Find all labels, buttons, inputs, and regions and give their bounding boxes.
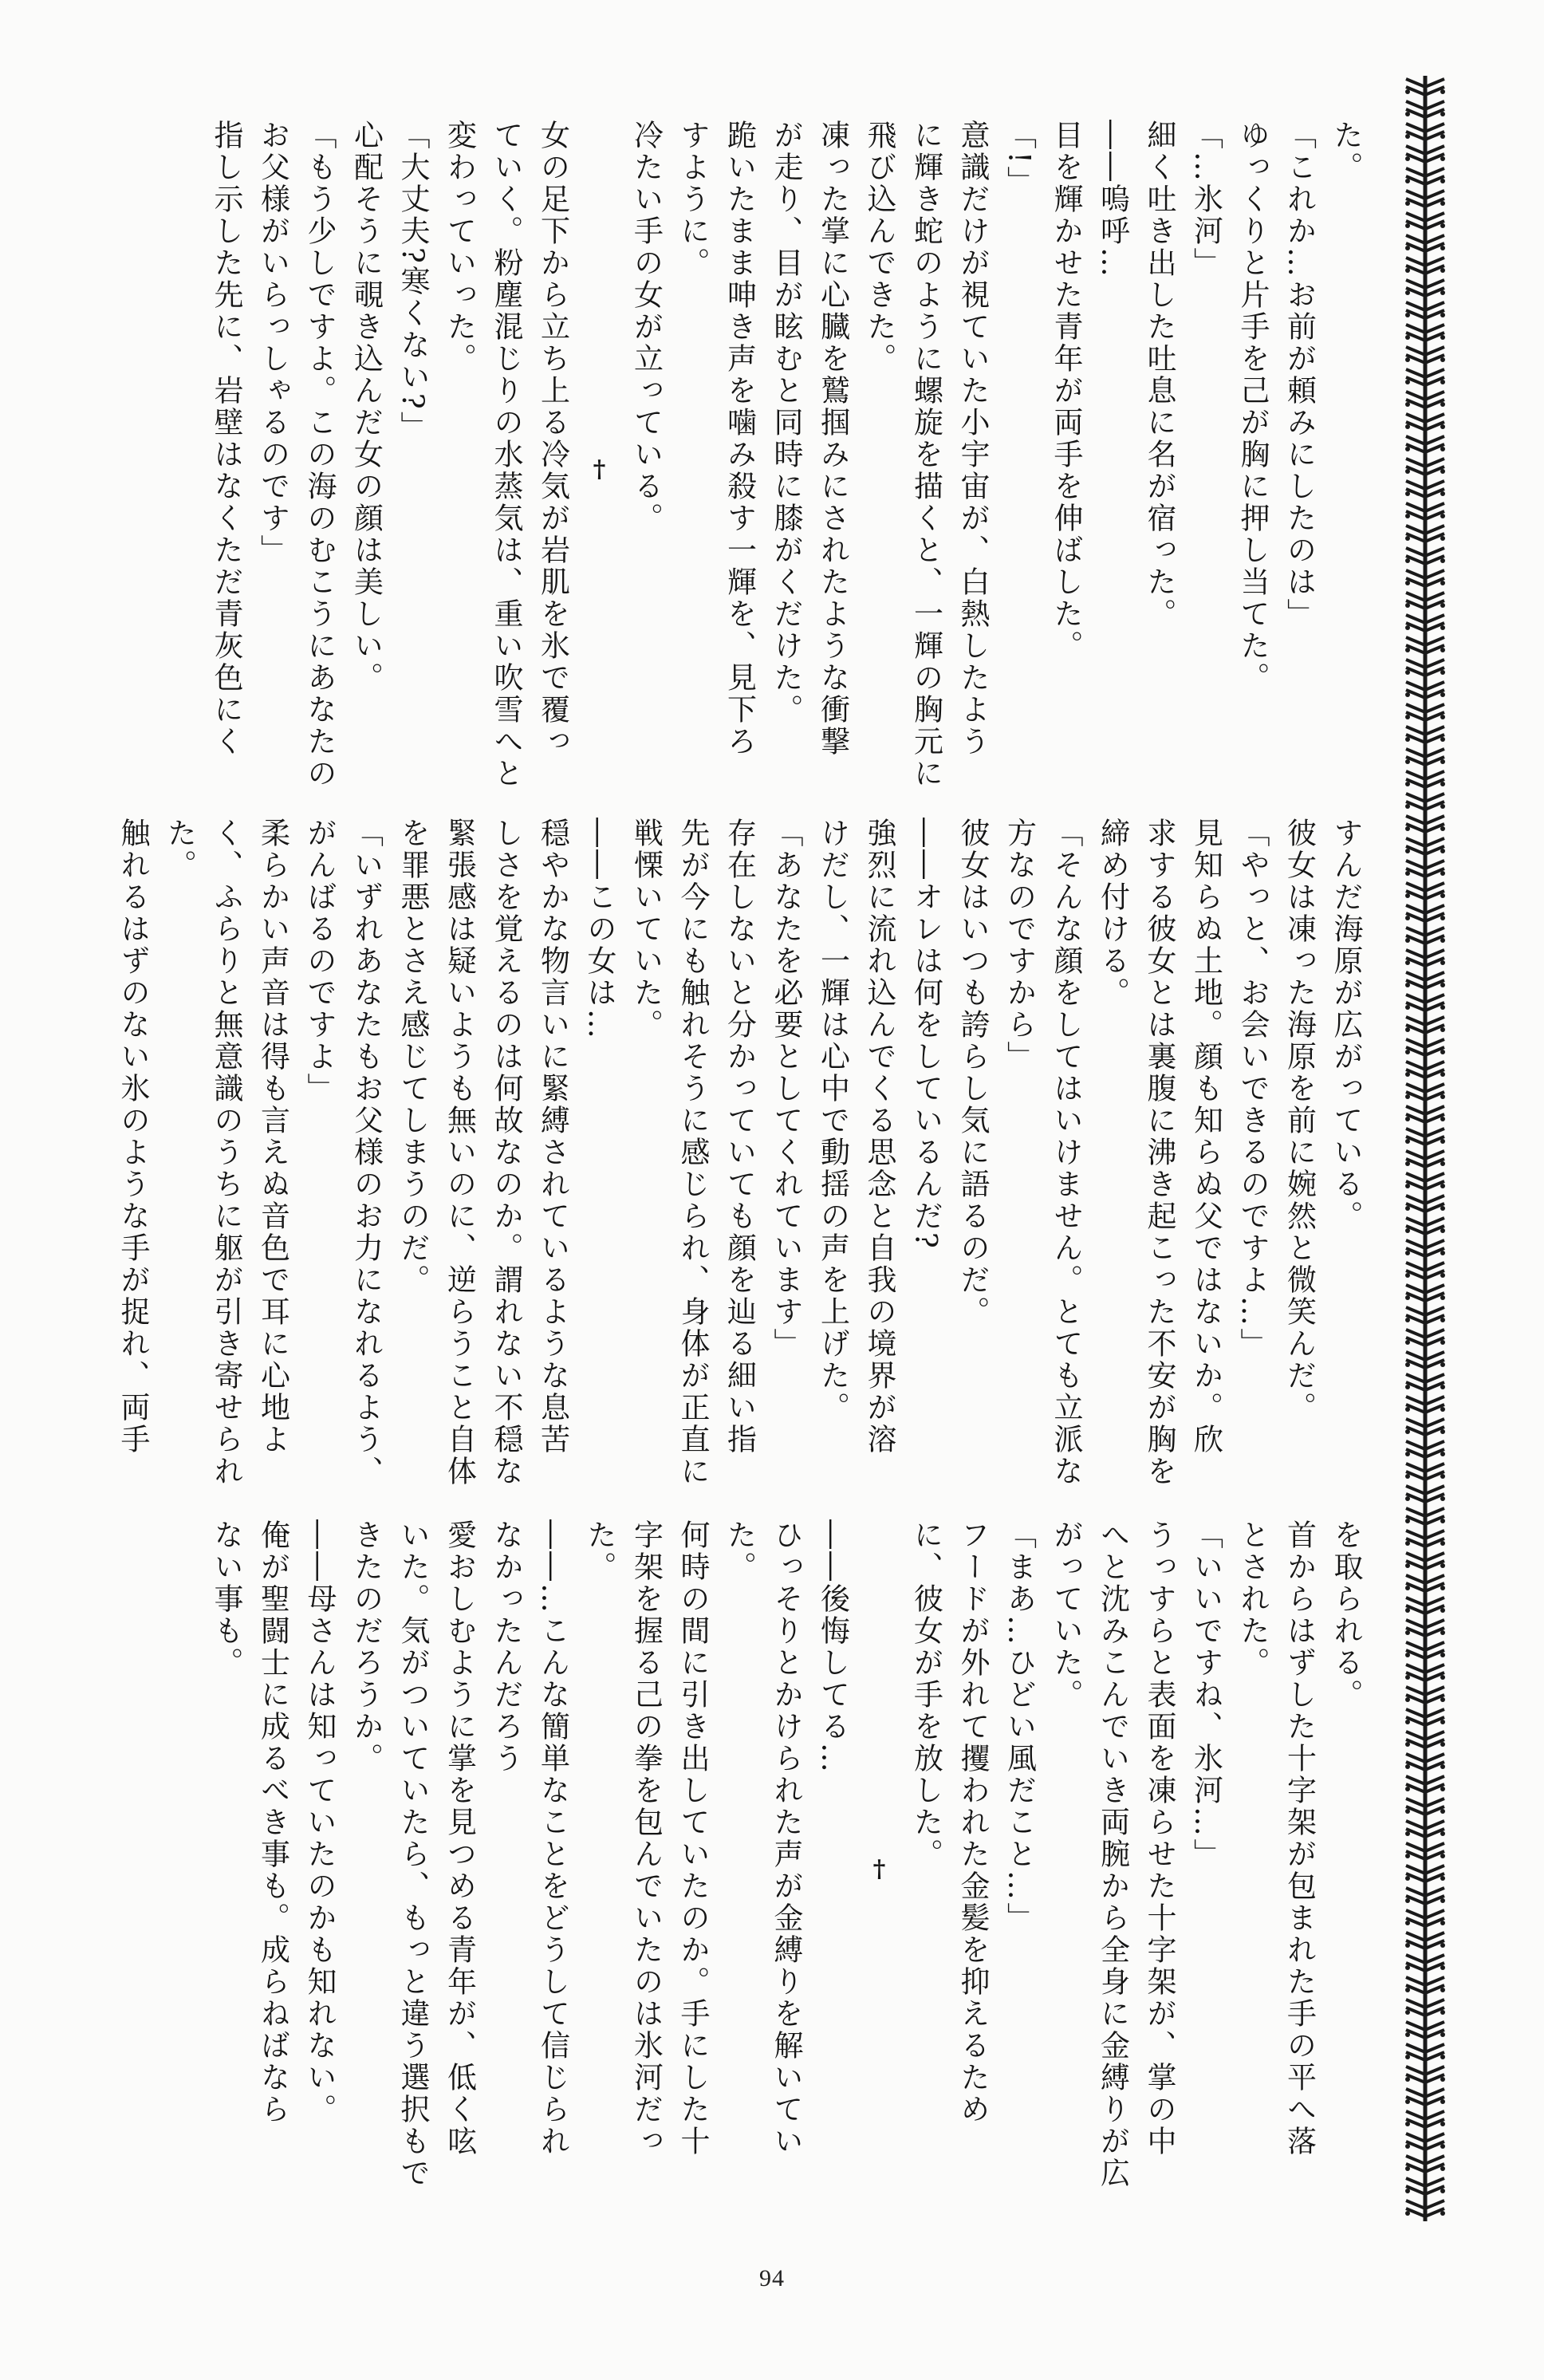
text-line: 意識だけが視ていた小宇宙が、白熱したよう [955,120,990,758]
text-line: すように。 [676,120,710,279]
text-line: がんばるのですよ」 [302,818,337,1105]
text-line: が走り、目が眩むと同時に膝がくだけた。 [769,120,803,726]
text-line: 凍った掌に心臓を鷲掴みにされたような衝撃 [815,120,850,758]
text-line: 「まあ…ひどい風だこと…」 [1002,1519,1037,1934]
text-line: ――この女は… [582,818,616,1041]
text-line: 字架を握る己の拳を包んでいたのは氷河だっ [628,1519,664,2157]
text-line: た。 [1329,120,1363,183]
text-line: た。 [162,818,197,881]
text-line: 締め付ける。 [1095,818,1130,1009]
text-line: 何時の間に引き出していたのか。手にした十 [676,1519,710,2157]
text-line: 強烈に流れ込んでくる思念と自我の境界が溶 [862,818,896,1456]
text-line: ゆっくりと片手を己が胸に押し当てた。 [1235,120,1270,694]
text-line: ――後悔してる… [815,1519,850,1775]
section-break-cross: † [585,455,613,486]
text-line: 触れるはずのない氷のような手が捉れ、両手 [116,818,150,1456]
text-tier-bottom [38,1519,1369,2221]
text-line: 女の足下から立ち上る冷気が岩肌を氷で覆っ [535,120,570,758]
text-line: ――…こんな簡単なことをどうして信じられ [535,1519,570,2157]
text-line: く、ふらりと無意識のうちに躯が引き寄せられ [209,818,243,1488]
text-line: うっすらと表面を凍らせた十字架が、掌の中 [1142,1519,1176,2157]
text-line: た。 [722,1519,757,1583]
text-line: 緊張感は疑いようも無いのに、逆らうこと自体 [442,818,477,1488]
text-line: とされた。 [1235,1519,1270,1679]
text-line: 俺が聖闘士に成るべき事も。成らねばなら [255,1519,290,2126]
text-line: 飛び込んできた。 [862,120,896,375]
text-line: 跪いたまま呻き声を噛み殺す一輝を、見下ろ [722,120,757,758]
section-break-cross: † [865,1855,893,1885]
text-line: ――嗚呼… [1095,120,1130,279]
text-line: を取られる。 [1329,1519,1363,1711]
text-tier-top [38,120,1369,822]
text-line: 「いいですね、氷河…」 [1188,1519,1223,1870]
text-line: フードが外れて攫われた金髪を抑えるため [955,1519,990,2126]
text-line: がっていた。 [1049,1519,1083,1711]
text-line: 愛おしむように掌を見つめる青年が、低く呟 [442,1519,477,2157]
text-line: 指し示した先に、岩壁はなくただ青灰色にく [209,120,243,758]
page-number: 94 [759,2265,785,2291]
text-line: 細く吐き出した吐息に名が宿った。 [1142,120,1176,630]
text-line: 柔らかい声音は得も言えぬ音色で耳に心地よ [255,818,290,1456]
text-line: ていく。粉塵混じりの水蒸気は、重い吹雪へと [489,120,523,790]
text-line: 穏やかな物言いに緊縛されているような息苦 [535,818,570,1456]
text-line: 「やっと、お会いできるのですよ…」 [1235,818,1270,1360]
text-line: 「…氷河」 [1188,120,1223,279]
text-line: ――オレは何をしているんだ? [908,818,943,1251]
text-line: お父様がいらっしゃるのです」 [255,120,290,566]
text-line: 「いずれあなたもお父様のお力になれるよう、 [349,818,384,1488]
text-line: ない事も。 [209,1519,243,1679]
text-line: しさを覚えるのは何故なのか。謂れない不穏な [489,818,523,1488]
text-line: 冷たい手の女が立っている。 [628,120,664,534]
text-line: ひっそりとかけられた声が金縛りを解いてい [769,1519,803,2157]
text-line: た。 [582,1519,616,1583]
text-line: いた。気がついていたら、もっと違う選択もで [396,1519,430,2189]
text-line: 見知らぬ土地。顔も知らぬ父ではないか。欣 [1188,818,1223,1456]
text-line: 方なのですから」 [1002,818,1037,1073]
text-line: 先が今にも触れそうに感じられ、身体が正直に [676,818,710,1488]
decorative-border [1400,76,1451,2221]
text-line: 目を輝かせた青年が両手を伸ばした。 [1049,120,1083,662]
text-line: に輝き蛇のように螺旋を描くと、一輝の胸元に [908,120,943,790]
text-line: 首からはずした十字架が包まれた手の平へ落 [1282,1519,1317,2157]
text-line: 「もう少しですよ。この海のむこうにあなたの [302,120,337,790]
text-line: 「大丈夫?寒くない?」 [396,120,430,443]
text-line: 彼女は凍った海原を前に婉然と微笑んだ。 [1282,818,1317,1424]
text-line: 求する彼女とは裏腹に沸き起こった不安が胸を [1142,818,1176,1488]
text-line: へと沈みこんでいき両腕から全身に金縛りが広 [1095,1519,1130,2189]
text-line: 「そんな顔をしてはいけません。とても立派な [1049,818,1083,1488]
text-line: 存在しないと分かっていても顔を辿る細い指 [722,818,757,1456]
text-line: 「あなたを必要としてくれています」 [769,818,803,1360]
text-line: 彼女はいつも誇らし気に語るのだ。 [955,818,990,1328]
text-line: に、彼女が手を放した。 [908,1519,943,1870]
text-tier-middle [38,818,1369,1519]
text-line: すんだ海原が広がっている。 [1329,818,1363,1232]
text-line: 心配そうに覗き込んだ女の顔は美しい。 [349,120,384,694]
text-line: きたのだろうか。 [349,1519,384,1775]
text-line: なかったんだろう [489,1519,523,1775]
text-line: を罪悪とさえ感じてしまうのだ。 [396,818,430,1296]
text-line: けだし、一輝は心中で動揺の声を上げた。 [815,818,850,1424]
text-line: 変わっていった。 [442,120,477,375]
text-line: 戦慄いていた。 [628,818,664,1041]
text-line: 「これか…お前が頼みにしたのは」 [1282,120,1317,630]
text-line: 「!」 [1002,120,1037,198]
text-line: ――母さんは知っていたのかも知れない。 [302,1519,337,2126]
